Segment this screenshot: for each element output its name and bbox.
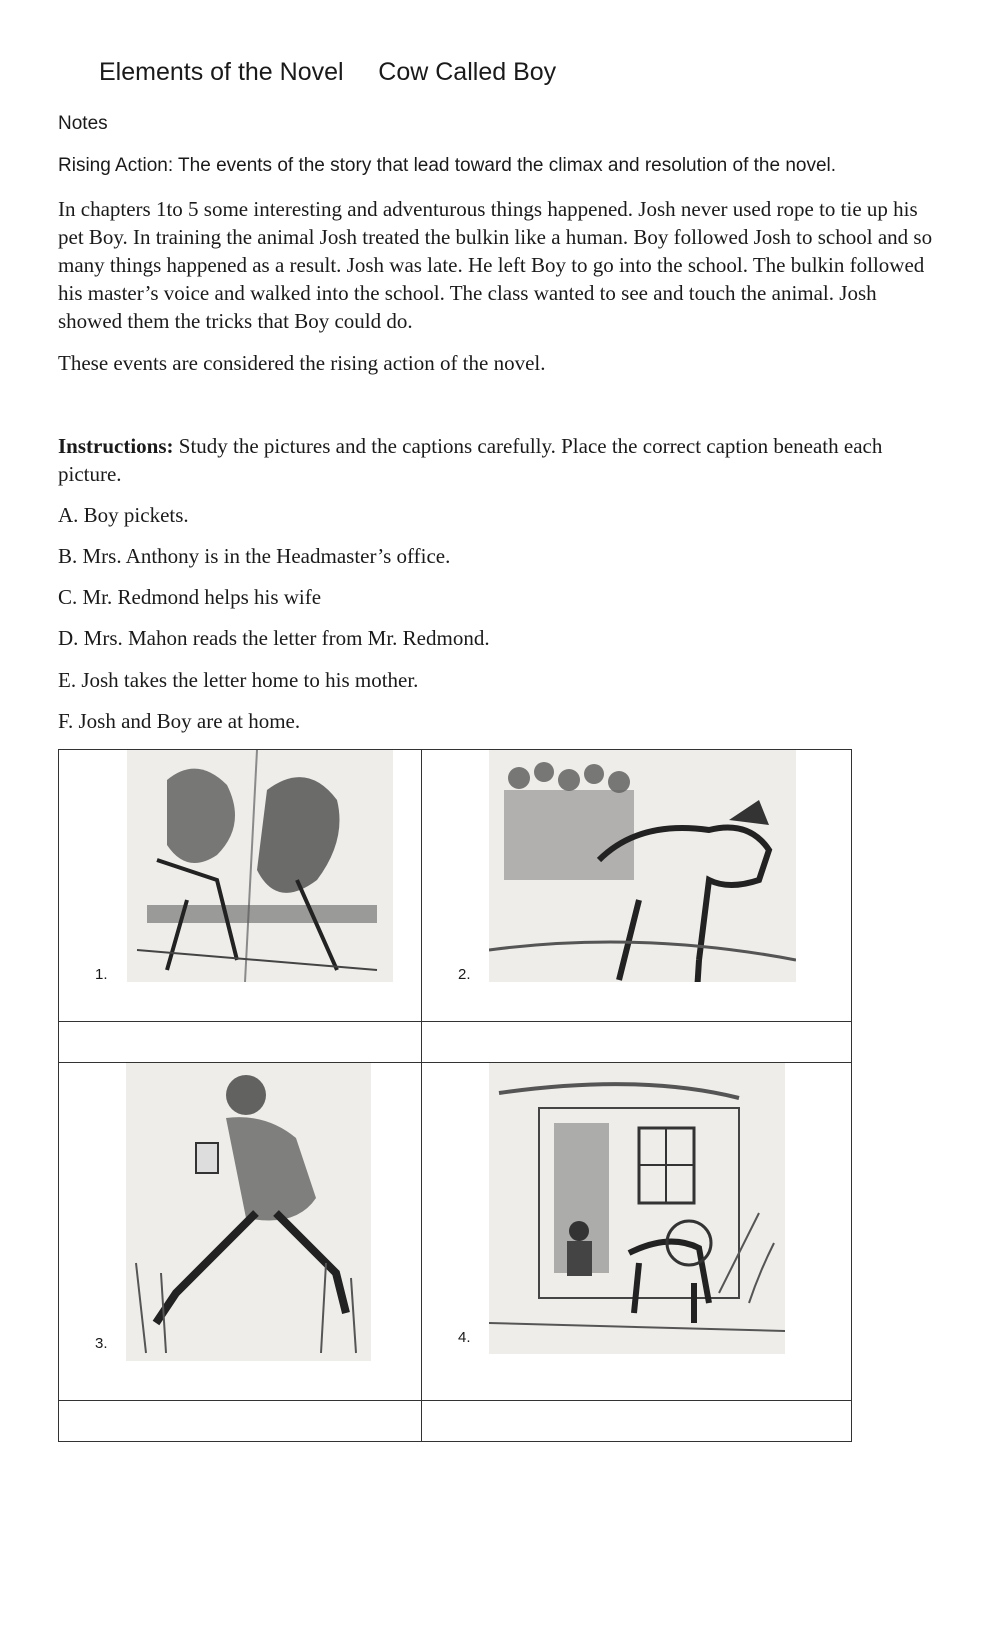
caption-option-b: B. Mrs. Anthony is in the Headmaster’s office. xyxy=(58,544,451,568)
answer-cell-2[interactable] xyxy=(422,1022,851,1063)
answer-cell-1[interactable] xyxy=(59,1022,422,1063)
instructions xyxy=(58,432,938,488)
picture-number-1: 1. xyxy=(95,966,108,983)
caption-option-c: C. Mr. Redmond helps his wife xyxy=(58,585,322,609)
conclusion-sentence: These events are considered the rising action of the novel. xyxy=(58,351,546,375)
caption-option-f: F. Josh and Boy are at home. xyxy=(58,709,301,733)
instructions-label: Instructions: xyxy=(58,434,174,458)
caption-option-d: D. Mrs. Mahon reads the letter from Mr. Redmond. xyxy=(58,626,490,650)
notes-heading: Notes xyxy=(58,113,108,134)
picture-number-3: 3. xyxy=(95,1335,108,1352)
picture-cell-2 xyxy=(422,750,851,1022)
picture-cell-3 xyxy=(59,1063,422,1401)
answer-cell-3[interactable] xyxy=(59,1401,422,1441)
rising-action-definition: Rising Action: The events of the story that lead toward the climax and resolution of the novel. xyxy=(58,155,837,176)
summary-paragraph: In chapters 1to 5 some interesting and adventurous things happened. Josh never used rope to tie up his pet Boy. In training the animal Josh treated the bulkin like a human. Boy followed Josh to school and so many things happened as a result. Josh was late. He left Boy to go into the school. The bulkin followed his master’s voice and walked into the school. The class wanted to see and touch the animal. Josh showed them the tricks that Boy could do. xyxy=(58,197,933,333)
picture-cell-1 xyxy=(59,750,422,1022)
illustration-3 xyxy=(126,1063,371,1361)
picture-caption-table xyxy=(58,749,852,1442)
caption-option-a: A. Boy pickets. xyxy=(58,503,189,527)
page-title: Elements of the Novel Cow Called Boy xyxy=(99,58,557,86)
caption-option-e: E. Josh takes the letter home to his mother. xyxy=(58,668,419,692)
picture-number-2: 2. xyxy=(458,966,471,983)
answer-cell-4[interactable] xyxy=(422,1401,851,1441)
illustration-2 xyxy=(489,750,796,982)
instructions-text: Study the pictures and the captions carefully. Place the correct caption beneath each picture. xyxy=(58,434,883,486)
illustration-1 xyxy=(127,750,393,982)
picture-number-4: 4. xyxy=(458,1329,471,1346)
illustration-4 xyxy=(489,1063,785,1354)
picture-cell-4 xyxy=(422,1063,851,1401)
